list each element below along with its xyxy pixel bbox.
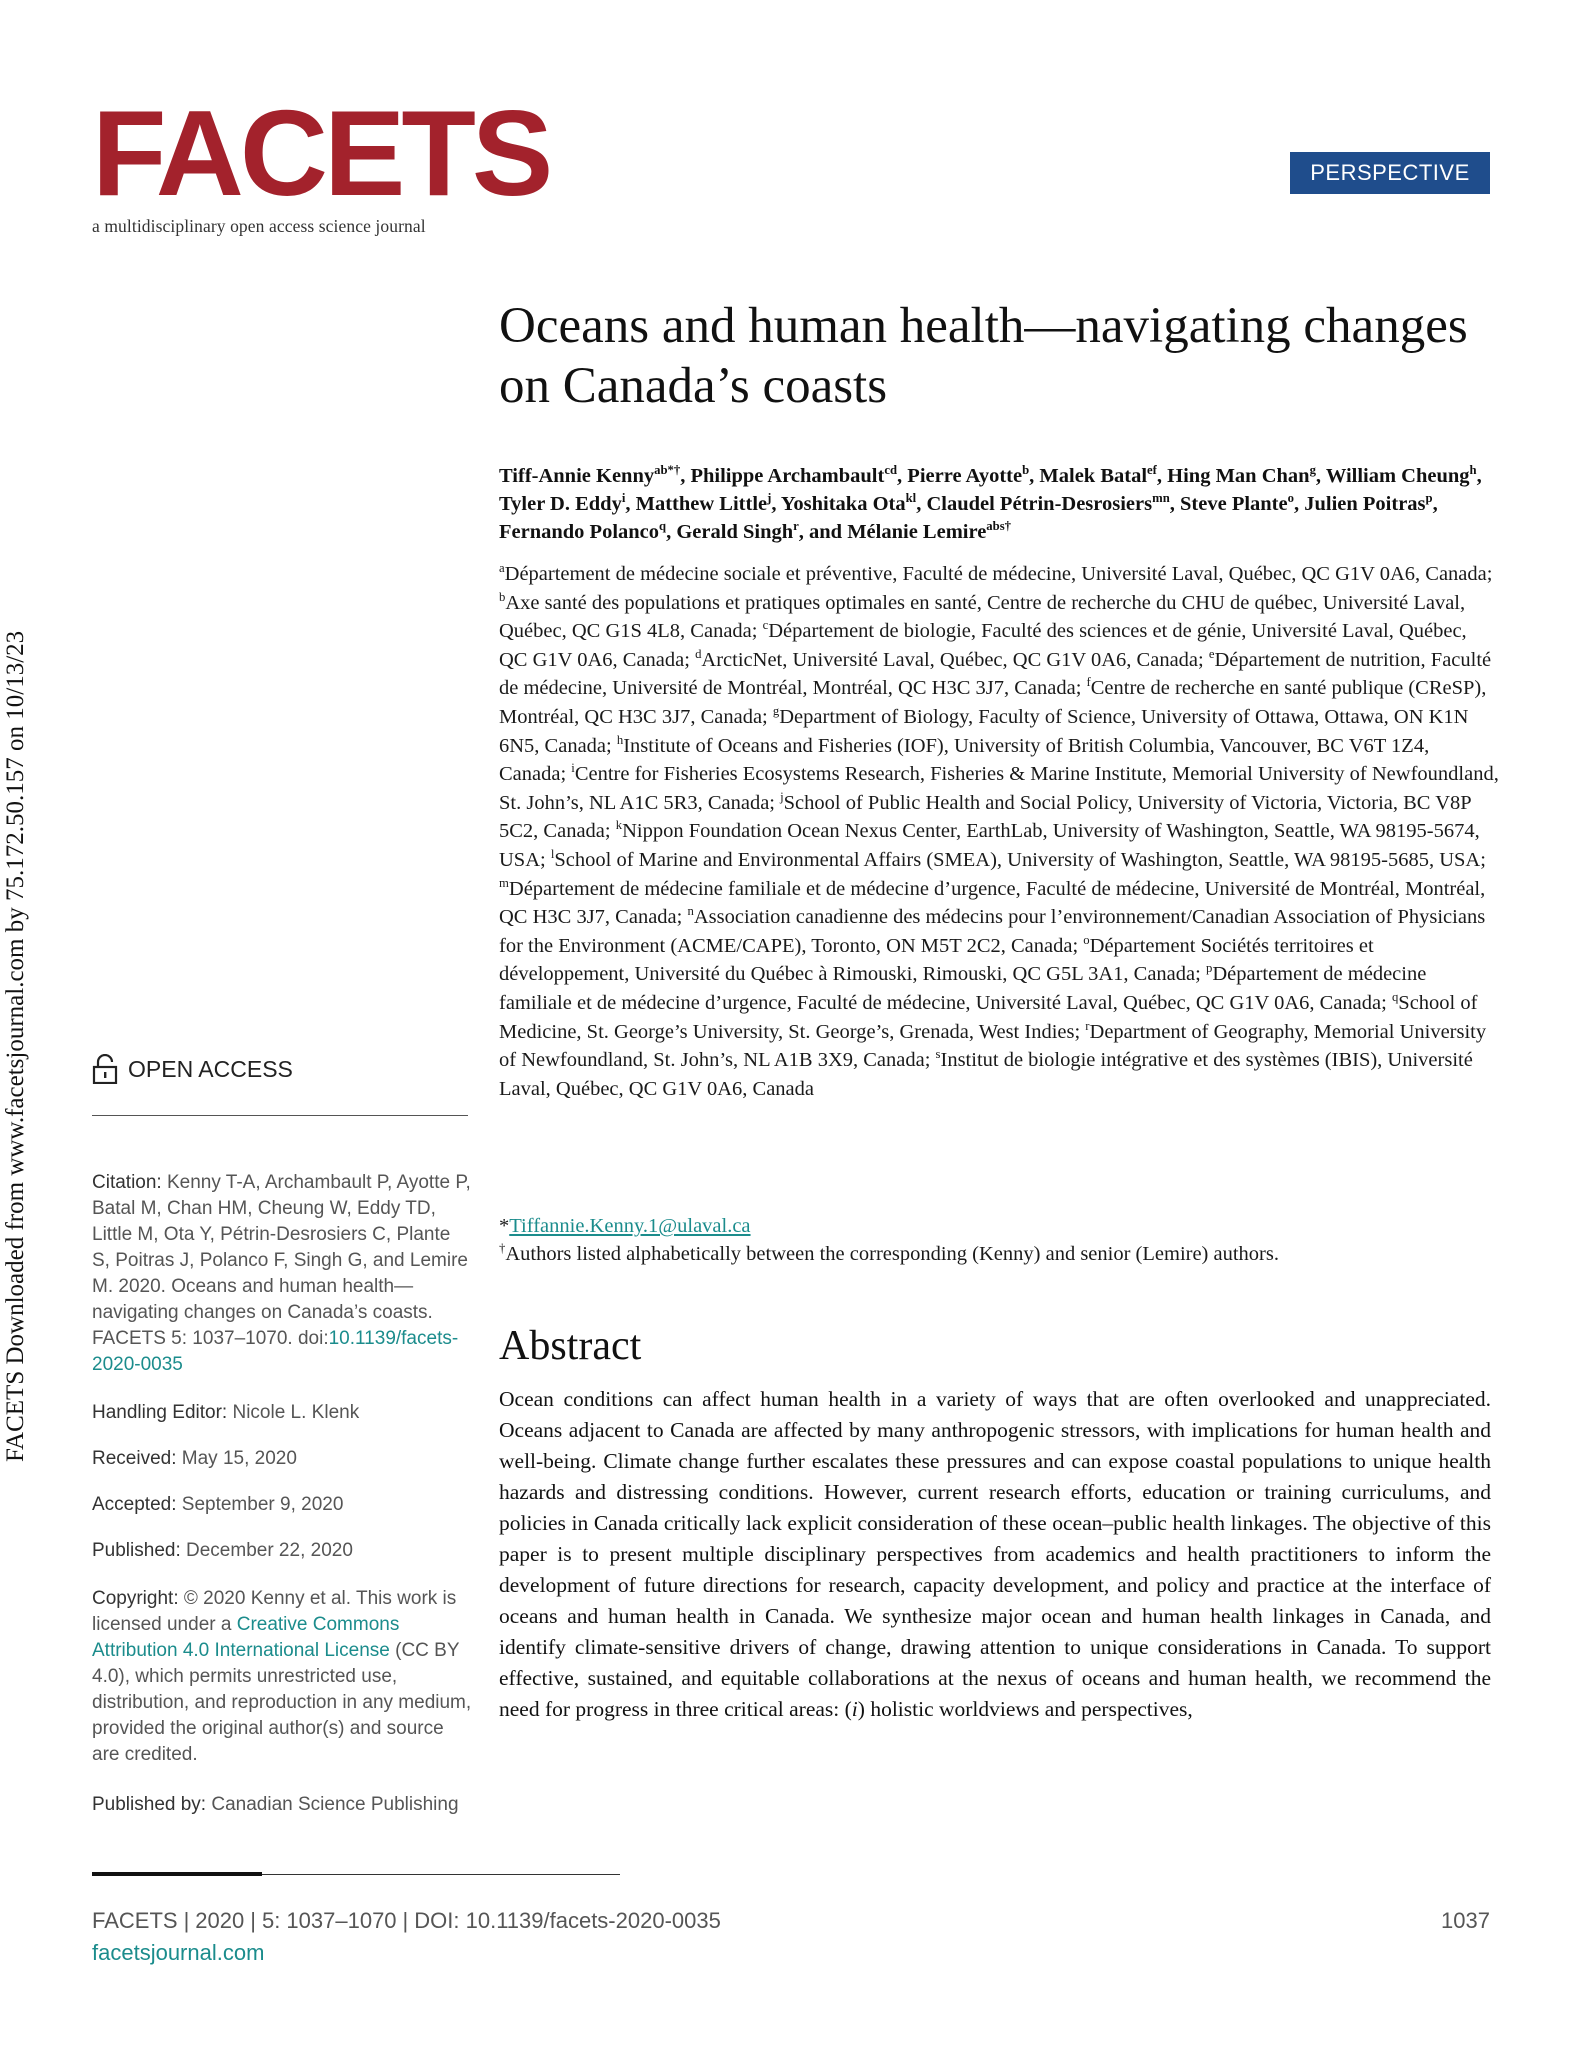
- affiliation-text: Département Sociétés territoires et développement, Université du Québec à Rimouski, Rimouski, QC G5L 3A1, Canada;: [499, 934, 1374, 986]
- footer-journal: FACETS: [92, 1908, 178, 1933]
- abstract-italic: i: [851, 1697, 858, 1721]
- author: [690, 465, 907, 487]
- affiliation-text: Département de médecine familiale et de médecine d’urgence, Faculté de médecine, Université de Montréal, Montréal, QC H3C 3J7, Canada;: [499, 877, 1486, 929]
- author-separator: , and: [798, 521, 848, 543]
- affiliation: [695, 646, 1209, 671]
- author-list: [499, 462, 1499, 546]
- affiliation-text: Centre de recherche en santé publique (CReSP), Montréal, QC H3C 3J7, Canada;: [499, 677, 1487, 728]
- affiliation-key: l: [550, 847, 555, 862]
- author: [1180, 493, 1304, 515]
- affiliation-text: Institut de biologie intégrative et des systèmes (IBIS), Université Laval, Québec, QC G1V 0A6, Canada: [499, 1049, 1473, 1100]
- accepted-date: [92, 1492, 472, 1518]
- affiliation-key: a: [499, 561, 505, 576]
- affiliation-key: r: [1085, 1018, 1090, 1033]
- page-number: 1037: [1441, 1908, 1490, 1933]
- affiliation-key: k: [615, 818, 623, 833]
- author-name: Julien Poitras: [1304, 493, 1426, 515]
- affiliation-text: School of Marine and Environmental Affairs (SMEA), University of Washington, Seattle, WA 98195-5685, USA;: [554, 848, 1486, 871]
- author-name: Yoshitaka Ota: [780, 493, 906, 515]
- logo-wordmark: FACETS: [92, 85, 550, 221]
- author-name: Malek Batal: [1039, 465, 1148, 487]
- affiliation-text: Centre for Fisheries Ecosystems Research, Fisheries & Marine Institute, Memorial University of Newfoundland, St. John’s, NL A1C 5R3, Canada;: [499, 763, 1499, 814]
- author-separator: ,: [897, 465, 908, 487]
- author: [781, 493, 927, 515]
- affiliation-key: b: [499, 589, 506, 604]
- received-date: [92, 1446, 472, 1472]
- author: [1304, 493, 1438, 515]
- open-access-label: [92, 1054, 293, 1084]
- affiliation-key: f: [1086, 675, 1091, 690]
- affiliation-key: n: [687, 904, 694, 919]
- journal-logo: [92, 85, 550, 237]
- received-value: May 15, 2020: [176, 1448, 297, 1469]
- publisher-label: Published by:: [92, 1794, 207, 1815]
- footer-separator: |: [402, 1908, 409, 1933]
- affiliation-key: c: [762, 618, 769, 633]
- author-separator: ,: [1169, 493, 1181, 515]
- author: [847, 521, 1011, 543]
- affiliation-key: g: [772, 704, 780, 719]
- license-link[interactable]: Creative Commons Attribution 4.0 International License: [92, 1614, 400, 1661]
- publisher-value: Canadian Science Publishing: [206, 1794, 459, 1815]
- author-name: Pierre Ayotte: [907, 465, 1023, 487]
- copyright-label: Copyright:: [92, 1588, 179, 1609]
- affiliation-text: Nippon Foundation Ocean Nexus Center, EarthLab, University of Washington, Seattle, WA 98195-5674, USA;: [499, 820, 1480, 871]
- affiliation-text: Association canadienne des médecins pour l’environnement/Canadian Association of Physicians for the Environment (ACME/CAPE), Toronto, ON M5T 2C2, Canada;: [499, 906, 1486, 957]
- abstract-body: [499, 1384, 1491, 1725]
- dagger-marker: †: [499, 1241, 506, 1256]
- abstract-heading: Abstract: [499, 1323, 642, 1369]
- author-name: Tyler D. Eddy: [499, 493, 622, 515]
- article-title: Oceans and human health—navigating changes on Canada’s coasts: [499, 298, 1468, 414]
- footer-site-link[interactable]: facetsjournal.com: [92, 1940, 265, 1965]
- affiliation: [499, 563, 1492, 585]
- author-name: Matthew Little: [635, 493, 768, 515]
- affiliation-text: Département de médecine familiale et de médecine d’urgence, Faculté de médecine, Université Laval, Québec, QC G1V 0A6, Canada;: [499, 963, 1427, 1014]
- author-separator: ,: [1029, 465, 1040, 487]
- footer-doi: 10.1139/facets-2020-0035: [459, 1908, 721, 1933]
- author: [926, 493, 1180, 515]
- author-affiliation-marks: b: [1022, 463, 1030, 478]
- published-value: December 22, 2020: [180, 1540, 353, 1561]
- author-name: Claudel Pétrin-Desrosiers: [926, 493, 1153, 515]
- author-separator: ,: [625, 493, 636, 515]
- copyright-text: © 2020 Kenny et al. This work is licensed under a: [92, 1588, 457, 1635]
- author-order-note: Authors listed alphabetically between the corresponding (Kenny) and senior (Lemire) authors.: [505, 1243, 1279, 1265]
- copyright-text-end: (CC BY 4.0), which permits unrestricted use, distribution, and reproduction in any medium, provided the original author(s) and source are credited.: [92, 1640, 472, 1765]
- citation-text: Kenny T-A, Archambault P, Ayotte P, Batal M, Chan HM, Cheung W, Eddy TD, Little M, Ota Y, Pétrin-Desrosiers C, Plante S, Poitras J, Polanco F, Singh G, and Lemire M. 2020. Oceans and human health—navigating changes on Canada’s coasts. FACETS 5: 1037–1070. doi:: [92, 1172, 471, 1349]
- author-affiliation-marks: g: [1309, 463, 1316, 478]
- author: [499, 465, 690, 487]
- author-affiliation-marks: j: [767, 491, 772, 506]
- footer-separator: |: [183, 1908, 190, 1933]
- footer-separator: |: [250, 1908, 256, 1933]
- published-date: [92, 1538, 472, 1564]
- footer-pages: 5: 1037–1070: [261, 1908, 397, 1933]
- author-separator: ,: [666, 521, 677, 543]
- author: [499, 521, 676, 543]
- corresponding-email-link[interactable]: Tiffannie.Kenny.1@ulaval.ca: [509, 1215, 751, 1237]
- affiliation-text: ArcticNet, Université Laval, Québec, QC G1V 0A6, Canada;: [701, 648, 1209, 671]
- accepted-label: Accepted:: [92, 1494, 177, 1515]
- affiliation-key: s: [935, 1047, 941, 1062]
- open-lock-icon: [92, 1054, 118, 1084]
- copyright-block: [92, 1586, 472, 1768]
- handling-editor-value: Nicole L. Klenk: [227, 1402, 360, 1423]
- author-affiliation-marks: h: [1469, 463, 1477, 478]
- citation-block: [92, 1170, 472, 1378]
- author-name: Steve Plante: [1180, 493, 1288, 515]
- author-separator: ,: [1476, 465, 1482, 487]
- author-separator: ,: [916, 493, 927, 515]
- abstract-text-end: ) holistic worldviews and perspectives,: [857, 1697, 1193, 1721]
- accepted-value: September 9, 2020: [176, 1494, 344, 1515]
- corresponding-marker: *: [499, 1215, 510, 1237]
- affiliation-key: p: [1205, 961, 1213, 976]
- author-separator: ,: [680, 465, 691, 487]
- author: [907, 465, 1039, 487]
- affiliation-text: Département de nutrition, Faculté de médecine, Université de Montréal, Montréal, QC H3C 3J7, Canada;: [499, 648, 1492, 700]
- affiliation-key: i: [571, 761, 575, 776]
- affiliation-key: h: [616, 732, 624, 747]
- author-affiliation-marks: i: [621, 491, 626, 506]
- handling-editor-label: Handling Editor:: [92, 1402, 228, 1423]
- author: [499, 493, 636, 515]
- published-label: Published:: [92, 1540, 181, 1561]
- affiliation-key: q: [1391, 990, 1399, 1005]
- download-watermark: FACETS Downloaded from www.facetsjournal.com by 75.172.50.157 on 10/13/23: [2, 630, 29, 1462]
- author-name: Gerald Singh: [676, 521, 794, 543]
- author: [636, 493, 781, 515]
- footer-year: 2020: [195, 1908, 245, 1933]
- affiliation-text: Département de médecine sociale et préventive, Faculté de médecine, Université Laval, Québec, QC G1V 0A6, Canada;: [504, 563, 1493, 585]
- author-separator: ,: [1432, 493, 1438, 515]
- author-separator: ,: [1156, 465, 1168, 487]
- author-separator: ,: [771, 493, 781, 515]
- open-access-text: OPEN ACCESS: [128, 1055, 293, 1082]
- author: [1326, 465, 1482, 487]
- affiliation-text: Institute of Oceans and Fisheries (IOF), University of British Columbia, Vancouver, BC V6T 1Z4, Canada;: [499, 734, 1430, 786]
- affiliation-text: Axe santé des populations et pratiques optimales en santé, Centre de recherche du CHU de québec, Université Laval, Québec, QC G1S 4L8, Canada;: [499, 591, 1466, 643]
- author-separator: ,: [1315, 465, 1326, 487]
- affiliation-text: Department of Geography, Memorial University of Newfoundland, St. John’s, NL A1B 3X9, Canada;: [499, 1020, 1487, 1072]
- received-label: Received:: [92, 1448, 177, 1469]
- author-name: William Cheung: [1325, 465, 1470, 487]
- footer-doi-label: DOI:: [414, 1908, 460, 1933]
- affiliation: [551, 849, 1486, 871]
- affiliation-text: School of Medicine, St. George’s University, St. George’s, Grenada, West Indies;: [499, 991, 1478, 1043]
- author-affiliation-marks: ab*†: [654, 463, 681, 478]
- affiliation-key: m: [499, 875, 509, 890]
- affiliation-key: d: [695, 646, 702, 661]
- article-type-badge: PERSPECTIVE: [1290, 152, 1490, 194]
- handling-editor: [92, 1400, 472, 1426]
- author-affiliation-marks: ef: [1147, 463, 1157, 478]
- citation-doi-link[interactable]: 10.1139/facets-2020-0035: [92, 1328, 459, 1375]
- author: [1167, 465, 1326, 487]
- author-name: Fernando Polanco: [499, 521, 660, 543]
- author: [676, 521, 847, 543]
- author-separator: ,: [1293, 493, 1305, 515]
- affiliation-key: e: [1208, 646, 1215, 661]
- author-affiliation-marks: p: [1425, 491, 1433, 506]
- author-name: Philippe Archambault: [690, 465, 885, 487]
- author-name: Tiff-Annie Kenny: [499, 465, 655, 487]
- affiliations: [499, 560, 1499, 1103]
- author-affiliation-marks: mn: [1152, 491, 1170, 506]
- citation-label: Citation:: [92, 1172, 162, 1193]
- affiliation-text: Département de biologie, Faculté des sciences et de génie, Université Laval, Québec, QC G1V 0A6, Canada;: [499, 620, 1467, 671]
- affiliation-key: j: [780, 789, 784, 804]
- divider: [92, 1115, 468, 1116]
- affiliation-text: School of Public Health and Social Policy, University of Victoria, Victoria, BC V8P 5C2, Canada;: [499, 791, 1471, 843]
- footer-citation: [92, 1908, 721, 1934]
- author-name: Mélanie Lemire: [847, 521, 987, 543]
- author-affiliation-marks: abs†: [986, 519, 1012, 534]
- publisher: [92, 1792, 472, 1818]
- affiliation-text: Department of Biology, Faculty of Science, University of Ottawa, Ottawa, ON K1N 6N5, Canada;: [499, 705, 1469, 757]
- logo-tagline: a multidisciplinary open access science journal: [92, 216, 426, 236]
- author-affiliation-marks: kl: [905, 491, 917, 506]
- author-affiliation-marks: o: [1287, 491, 1294, 506]
- abstract-text: Ocean conditions can affect human health in a variety of ways that are often overlooked and unappreciated. Oceans adjacent to Canada are affected by many anthropogenic stressors, with implications for human health and well-being. Climate change further escalates these pressures and can expose coastal populations to unique health hazards and distressing conditions. However, current research efforts, education or training curriculums, and policies in Canada critically lack explicit consideration of these ocean–public health linkages. The objective of this paper is to present multiple disciplinary perspectives from academics and health practitioners to inform the development of future directions for research, capacity development, and policy and practice at the interface of oceans and human health in Canada. We synthesize major ocean and human health linkages in Canada, and identify climate-sensitive drivers of change, drawing attention to unique considerations in Canada. To support effective, sustained, and equitable collaborations at the nexus of oceans and human health, we recommend the need for progress in three critical areas: (: [499, 1387, 1491, 1721]
- affiliation-key: o: [1083, 932, 1090, 947]
- correspondence: [499, 1212, 1499, 1268]
- author-affiliation-marks: r: [793, 519, 799, 534]
- author-name: Hing Man Chan: [1167, 465, 1310, 487]
- author-affiliation-marks: q: [659, 519, 667, 534]
- footer-rule-accent: [92, 1872, 262, 1876]
- author-affiliation-marks: cd: [884, 463, 898, 478]
- author: [1039, 465, 1167, 487]
